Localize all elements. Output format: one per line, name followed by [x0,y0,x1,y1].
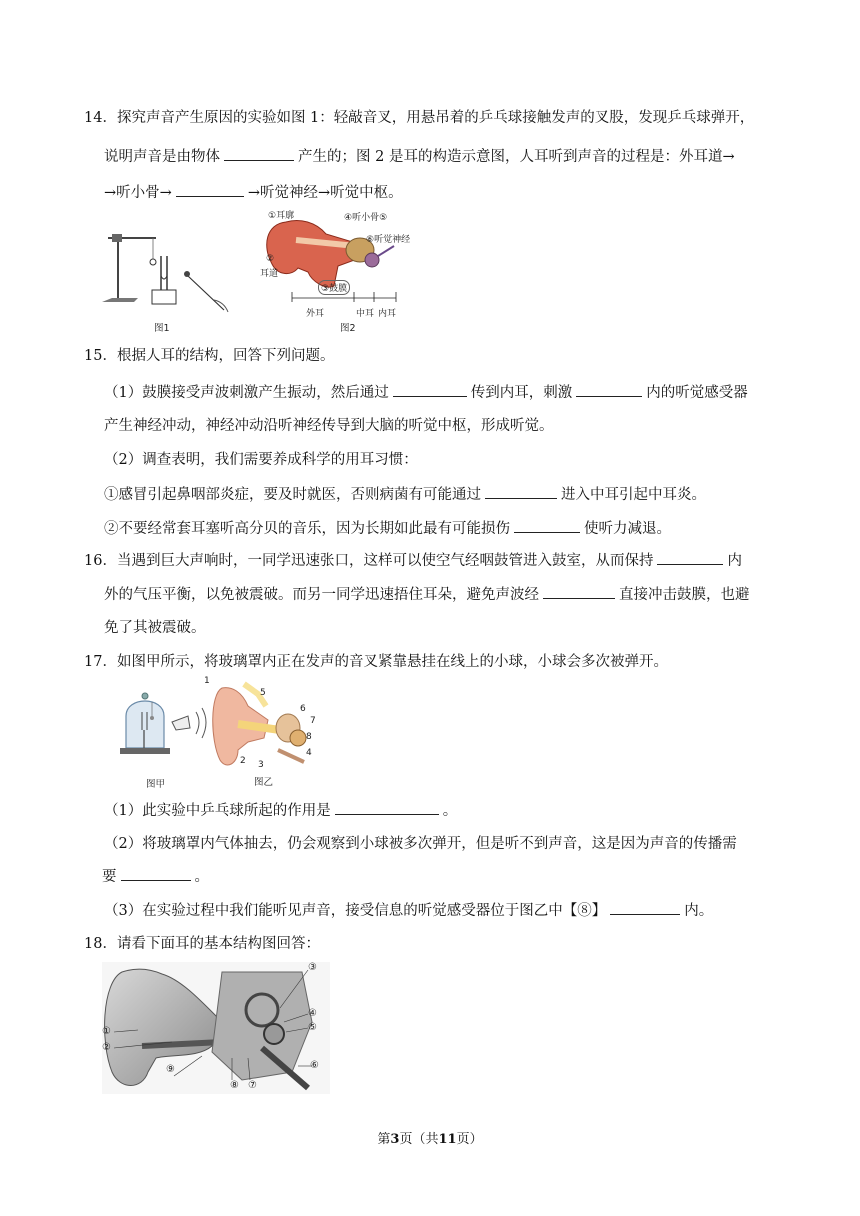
q17-line5: （3）在实验过程中我们能听见声音，接受信息的听觉感受器位于图乙中【⑧】 内。 [104,900,713,921]
q16-blank2[interactable] [543,584,615,599]
fig2-label-middle: 中耳 [356,309,375,319]
q18-label-1: ① [102,1026,111,1037]
q18-label-8: ⑧ [230,1080,239,1091]
q18-label-9: ⑨ [166,1064,175,1075]
fig-yi-caption: 图乙 [254,777,274,788]
q16-line1: 16．当遇到巨大声响时，一同学迅速张口，这样可以使空气经咽鼓管进入鼓室，从而保持 内 [84,550,742,571]
bell-jar-figure [118,690,208,770]
fig2-label-drum: ③鼓膜 [318,280,350,295]
q17-blank3[interactable] [610,900,680,915]
q15-line6: ②不要经常套耳塞听高分贝的音乐，因为长期如此最有可能损伤 使听力减退。 [104,518,671,539]
q16-line3: 免了其被震破。 [104,620,206,636]
q16-line2: 外的气压平衡，以免被震破。而另一同学迅速捂住耳朵，避免声波经 直接冲击鼓膜，也避 [104,584,750,605]
q15-line4: （2）调查表明，我们需要养成科学的用耳习惯： [104,452,418,468]
fig2-label-nerve: ⑥听觉神经 [366,235,411,245]
fig2-label-ossicle: ④听小骨⑤ [344,213,388,223]
q15-line3: 产生神经冲动，神经冲动沿听神经传导到大脑的听觉中枢，形成听觉。 [104,418,554,434]
fig2-label-earlobe: ①耳廓 [268,211,295,221]
q18-label-7: ⑦ [248,1080,257,1091]
q15-blank2[interactable] [576,382,642,397]
q17-line1: 17．如图甲所示，将玻璃罩内正在发声的音叉紧靠悬挂在线上的小球，小球会多次被弹开。 [84,654,668,670]
q18-label-6: ⑥ [310,1060,319,1071]
q18-label-4: ④ [308,1008,317,1019]
q17-line3: （2）将玻璃罩内气体抽去，仍会观察到小球被多次弹开，但是听不到声音，这是因为声音的传播需 [104,836,737,852]
q15-line2: （1）鼓膜接受声波刺激产生振动，然后通过 传到内耳，刺激 内的听觉感受器 [104,382,748,403]
q14-line3: →听小骨→ →听觉神经→听觉中枢。 [104,182,403,203]
fig2-label-canal-num: ② [266,254,275,264]
q15-blank1[interactable] [393,382,467,397]
fig-jia-caption: 图甲 [146,779,166,790]
q18-label-5: ⑤ [308,1022,317,1033]
q15-blank4[interactable] [514,518,580,533]
fig-yi-num-2: 2 [240,756,246,766]
fig2-label-canal: 耳道 [260,269,279,279]
q14-line2: 说明声音是由物体 产生的；图 2 是耳的构造示意图，人耳听到声音的过程是：外耳道→ [104,146,735,167]
tuning-fork-figure [98,226,238,318]
q14-blank2[interactable] [176,182,244,197]
fig-yi-num-4: 4 [306,748,312,758]
q15-line5: ①感冒引起鼻咽部炎症，要及时就医，否则病菌有可能通过 进入中耳引起中耳炎。 [104,484,706,505]
fig-yi-num-1: 1 [204,676,210,686]
q18-label-2: ② [102,1042,111,1053]
page-footer: 第3页（共11页） [377,1132,483,1147]
fig-yi-num-5: 5 [260,688,266,698]
q17-blank2[interactable] [121,866,191,881]
q14-line1: 14．探究声音产生原因的实验如图 1：轻敲音叉，用悬吊着的乒乓球接触发声的叉股，发现乒乓球弹开， [84,110,755,126]
q17-line4: 要 。 [102,866,209,887]
fig1-caption: 图1 [154,323,170,334]
q15-blank3[interactable] [485,484,557,499]
fig2-label-outer: 外耳 [306,309,325,319]
q17-line2: （1）此实验中乒乓球所起的作用是 。 [104,800,457,821]
fig-yi-num-8: 8 [306,732,312,742]
fig-yi-num-7: 7 [310,716,316,726]
ear-structure-figure-grey [102,962,330,1094]
q16-blank1[interactable] [657,550,723,565]
fig-yi-num-3: 3 [258,760,264,770]
q18-label-3: ③ [308,962,317,973]
fig2-caption: 图2 [340,323,356,334]
q14-blank1[interactable] [224,146,294,161]
q18-line1: 18．请看下面耳的基本结构图回答： [84,936,320,952]
fig2-label-inner: 内耳 [378,309,397,319]
q15-line1: 15．根据人耳的结构，回答下列问题。 [84,348,335,364]
q17-blank1[interactable] [335,800,439,815]
fig-yi-num-6: 6 [300,704,306,714]
